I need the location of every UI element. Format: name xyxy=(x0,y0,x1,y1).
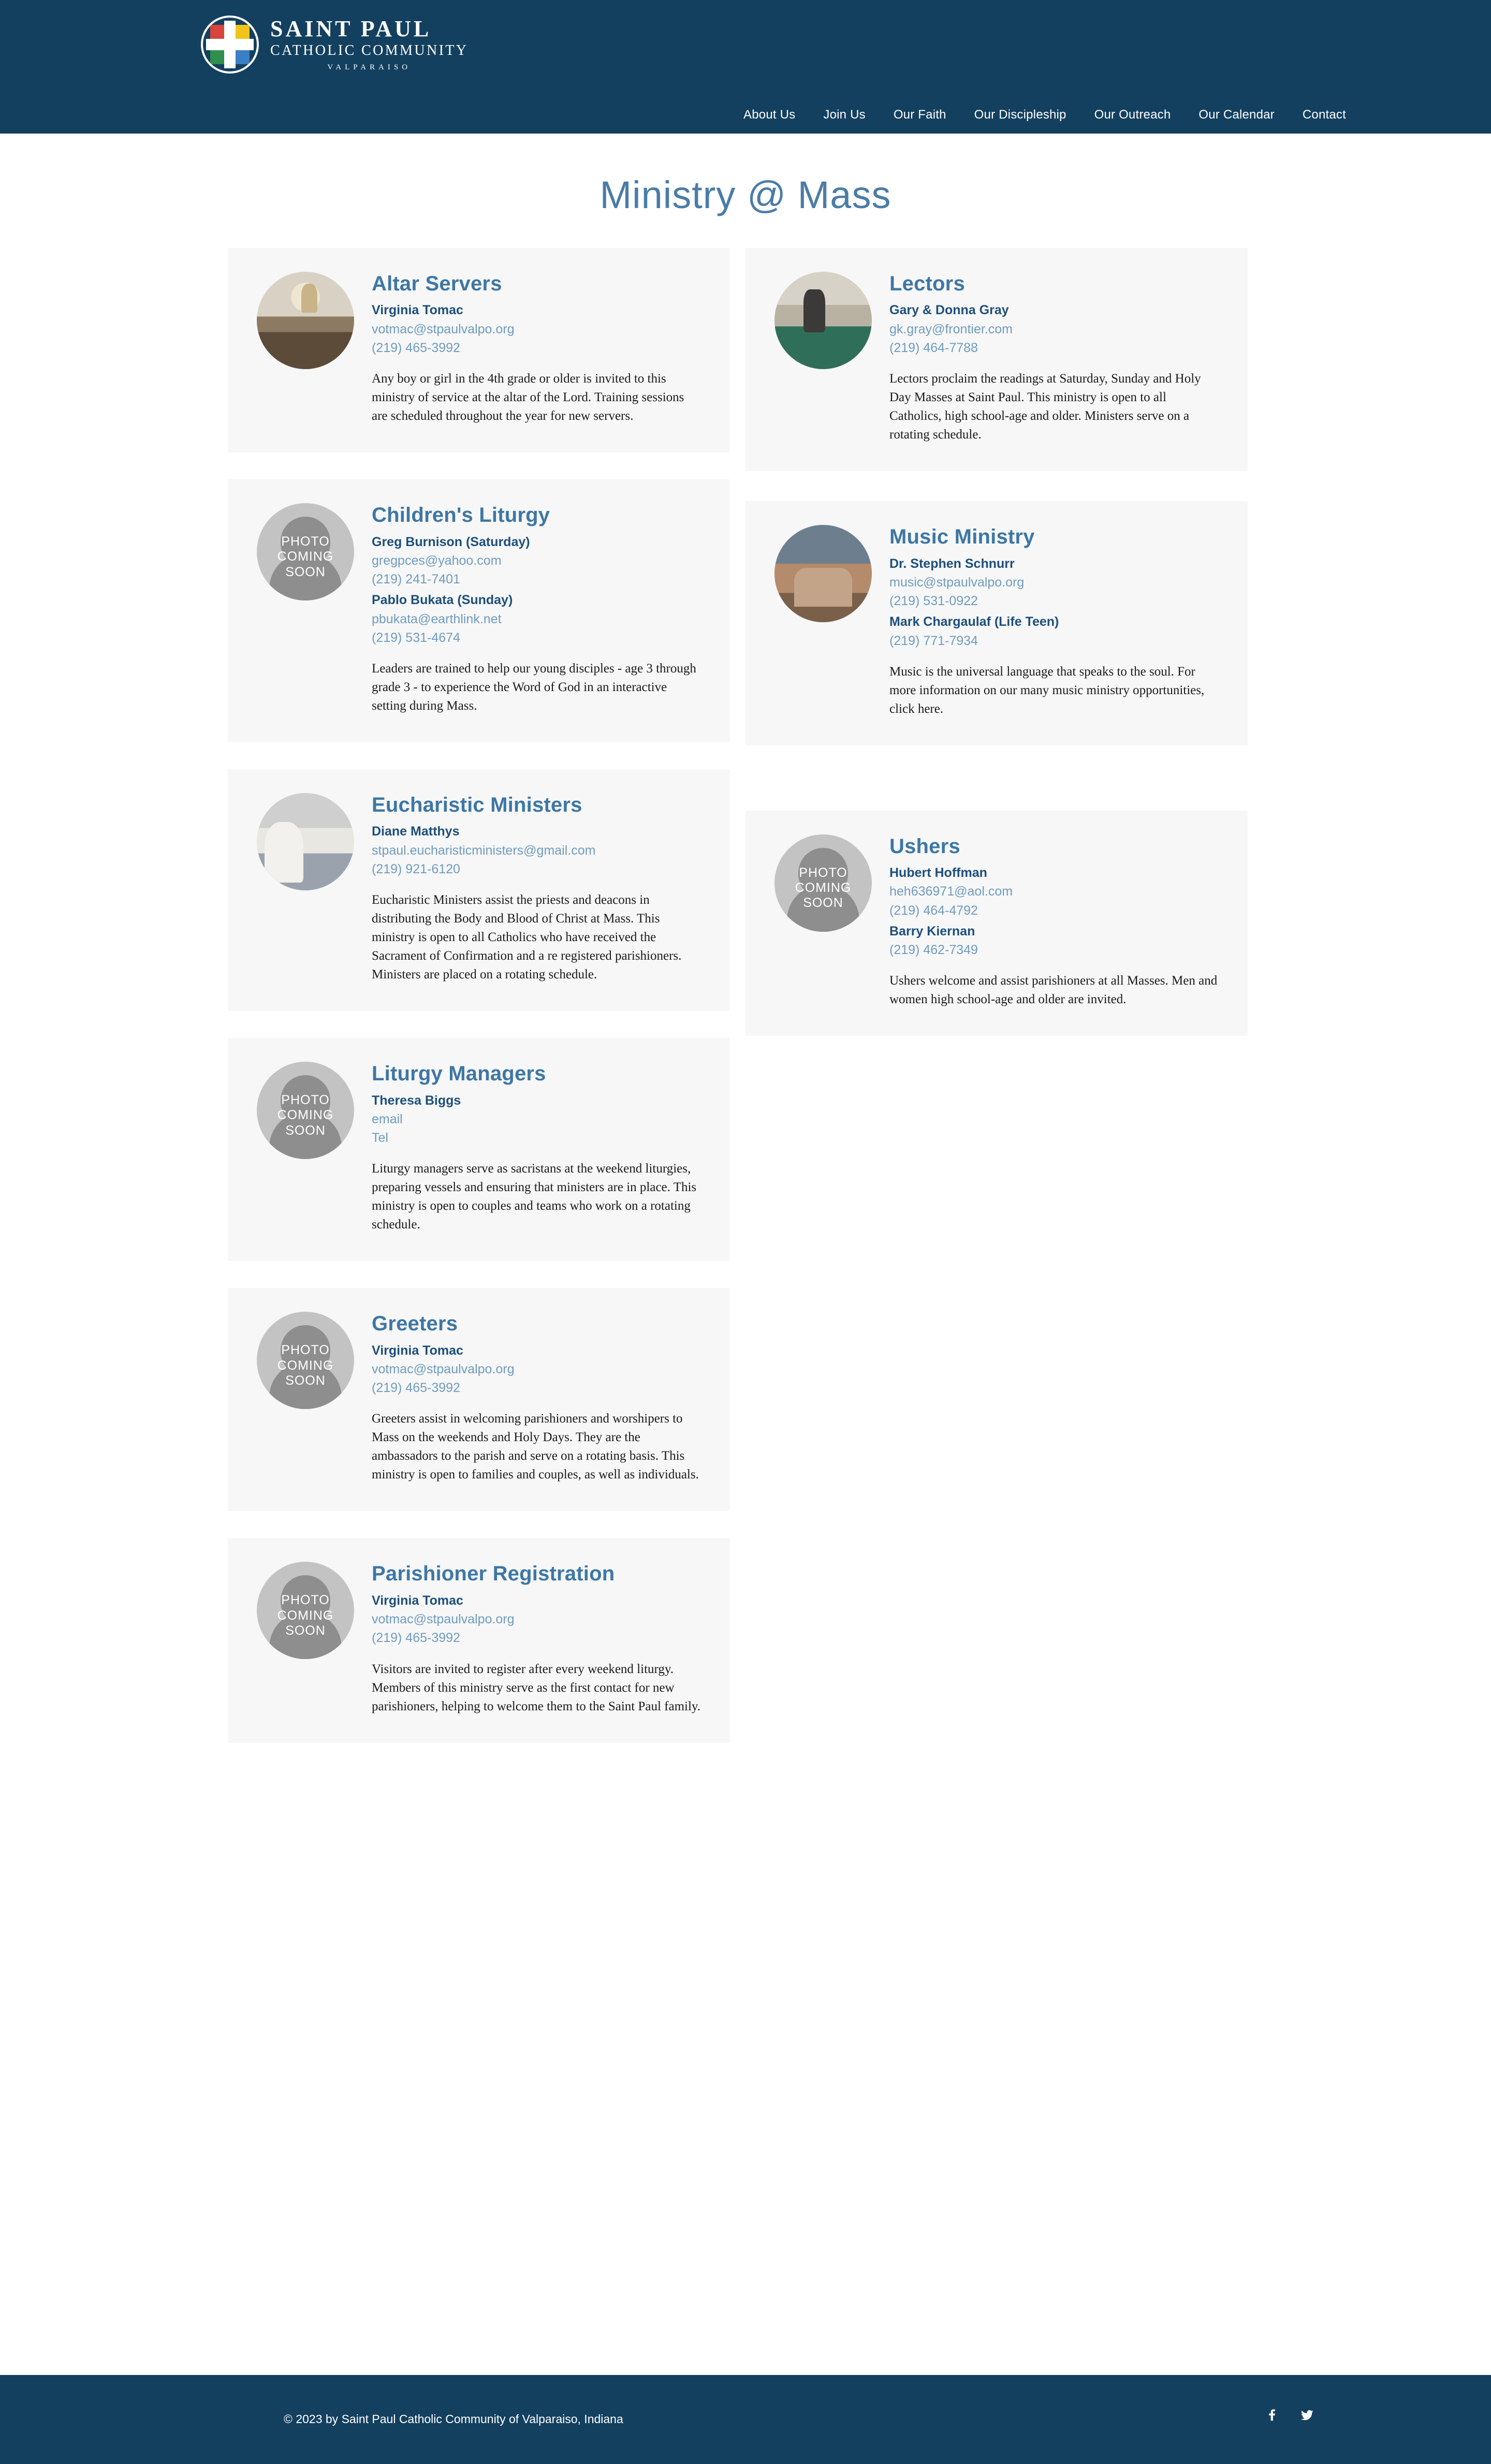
contact-name: Greg Burnison (Saturday) xyxy=(372,534,530,549)
card-description: Liturgy managers serve as sacristans at the weekend liturgies, preparing vessels and ensuring that ministers are in place. This ministry is open to couples and teams who work on a rotating schedule. xyxy=(372,1162,697,1232)
photo-coming-soon-label: PHOTO COMING SOON xyxy=(277,1343,334,1388)
ministry-column-left xyxy=(228,248,730,1770)
contact-email-link[interactable]: stpaul.eucharisticministers@gmail.com xyxy=(372,843,596,858)
contact-email-link[interactable]: pbukata@earthlink.net xyxy=(372,611,502,626)
logo-city: VALPARAISO xyxy=(327,63,412,72)
nav-item-our-faith[interactable]: Our Faith xyxy=(893,108,946,122)
cross-logo-icon xyxy=(201,16,259,74)
photo-coming-soon-label: PHOTO COMING SOON xyxy=(277,1593,334,1638)
contact-name: Mark Chargaulaf (Life Teen) xyxy=(889,614,1059,629)
card-title: Ushers xyxy=(889,834,960,858)
ministry-card-eucharistic-ministers xyxy=(228,769,730,1011)
card-title: Liturgy Managers xyxy=(372,1062,546,1086)
card-title: Greeters xyxy=(372,1312,458,1336)
ministry-card-altar-servers xyxy=(228,248,730,452)
photo-coming-soon-label: PHOTO COMING SOON xyxy=(277,1093,334,1138)
nav-item-our-outreach[interactable]: Our Outreach xyxy=(1094,108,1171,122)
contact-email-link[interactable]: heh636971@aol.com xyxy=(889,884,1013,899)
nav-item-about-us[interactable]: About Us xyxy=(743,108,796,122)
facebook-icon[interactable] xyxy=(1264,2407,1280,2423)
contact-name: Virginia Tomac xyxy=(372,303,463,318)
nav-item-our-calendar[interactable]: Our Calendar xyxy=(1198,108,1275,122)
childrens-liturgy-photo-placeholder xyxy=(257,503,354,600)
contact-phone-link[interactable]: (219) 464-4792 xyxy=(889,903,978,918)
contact-phone-link[interactable]: (219) 531-0922 xyxy=(889,594,978,609)
ministry-card-ushers xyxy=(746,811,1248,1036)
ministry-card-greeters xyxy=(228,1288,730,1511)
card-description: Eucharistic Ministers assist the priests and deacons in distributing the Body and Blood of Christ at Mass. This ministry is open to all Catholics who have received the Sacrament of Confirmation and a re registered parishioners. Ministers are placed on a rotating schedule. xyxy=(372,893,682,982)
logo-subtitle: CATHOLIC COMMUNITY xyxy=(270,42,469,58)
card-title: Lectors xyxy=(889,272,965,295)
nav-item-contact[interactable]: Contact xyxy=(1302,108,1346,122)
contact-email-link[interactable]: votmac@stpaulvalpo.org xyxy=(372,1361,515,1376)
altar-servers-photo xyxy=(257,272,354,369)
contact-email-link[interactable]: music@stpaulvalpo.org xyxy=(889,575,1025,590)
contact-email-link[interactable]: gk.gray@frontier.com xyxy=(889,321,1013,336)
contact-name: Diane Matthys xyxy=(372,824,460,839)
contact-name: Hubert Hoffman xyxy=(889,866,987,881)
contact-email-link[interactable]: votmac@stpaulvalpo.org xyxy=(372,1612,515,1627)
ushers-photo-placeholder xyxy=(774,834,872,932)
liturgy-managers-photo-placeholder xyxy=(257,1062,354,1159)
social-links xyxy=(1264,2407,1315,2423)
contact-phone-link[interactable]: (219) 465-3992 xyxy=(372,1631,460,1646)
twitter-icon[interactable] xyxy=(1299,2407,1315,2423)
contact-email-link[interactable]: email xyxy=(372,1111,403,1126)
card-description: Any boy or girl in the 4th grade or older is invited to this ministry of service at the altar of the Lord. Training sessions are scheduled throughout the year for new servers. xyxy=(372,372,684,423)
contact-phone-link[interactable]: (219) 531-4674 xyxy=(372,630,460,645)
contact-email-link[interactable]: votmac@stpaulvalpo.org xyxy=(372,321,515,336)
contact-phone-link[interactable]: (219) 465-3992 xyxy=(372,1381,460,1396)
card-description: Greeters assist in welcoming parishioners and worshipers to Mass on the weekends and Holy Days. They are the ambassadors to the parish and serve on a rotating basis. This ministry is open to families and couples, as well as individuals. xyxy=(372,1412,699,1482)
ministry-card-childrens-liturgy xyxy=(228,479,730,742)
logo-title: SAINT PAUL xyxy=(270,16,432,41)
contact-name: Theresa Biggs xyxy=(372,1093,461,1108)
contact-phone-link[interactable]: (219) 921-6120 xyxy=(372,861,460,876)
card-description: Music is the universal language that speaks to the soul. For more information on our many music ministry opportunities, click here. xyxy=(889,664,1205,716)
card-description: Ushers welcome and assist parishioners at all Masses. Men and women high school-age and older are invited. xyxy=(889,974,1218,1007)
ministry-card-lectors xyxy=(746,248,1248,471)
main-navigation xyxy=(743,108,1346,122)
footer-copyright: © 2023 by Saint Paul Catholic Community of Valparaiso, Indiana xyxy=(284,2412,623,2426)
parishioner-registration-photo-placeholder xyxy=(257,1562,354,1659)
contact-name: Virginia Tomac xyxy=(372,1593,463,1608)
music-ministry-photo xyxy=(774,525,872,622)
contact-name: Pablo Bukata (Sunday) xyxy=(372,593,513,608)
site-header xyxy=(0,0,1491,134)
contact-name: Barry Kiernan xyxy=(889,923,975,938)
ministry-card-music-ministry xyxy=(746,501,1248,745)
card-title: Eucharistic Ministers xyxy=(372,794,582,817)
nav-item-our-discipleship[interactable]: Our Discipleship xyxy=(974,108,1066,122)
contact-phone-link[interactable]: (219) 241-7401 xyxy=(372,572,460,587)
site-logo[interactable] xyxy=(201,16,468,74)
contact-phone-link[interactable]: Tel xyxy=(372,1131,388,1146)
contact-name: Gary & Donna Gray xyxy=(889,303,1009,318)
contact-phone-link[interactable]: (219) 771-7934 xyxy=(889,633,978,648)
logo-text xyxy=(270,17,468,72)
card-title: Children's Liturgy xyxy=(372,504,550,527)
contact-phone-link[interactable]: (219) 464-7788 xyxy=(889,340,978,355)
eucharistic-ministers-photo xyxy=(257,793,354,890)
ministry-card-parishioner-registration xyxy=(228,1538,730,1742)
contact-phone-link[interactable]: (219) 465-3992 xyxy=(372,340,460,355)
card-description: Lectors proclaim the readings at Saturday, Sunday and Holy Day Masses at Saint Paul. This ministry is open to all Catholics, high school-age and older. Ministers serve on a rotating schedule. xyxy=(889,372,1201,442)
nav-item-join-us[interactable]: Join Us xyxy=(823,108,866,122)
lectors-photo xyxy=(774,272,872,369)
ministry-column-right xyxy=(746,248,1248,1063)
contact-name: Virginia Tomac xyxy=(372,1343,463,1358)
card-title: Music Ministry xyxy=(889,525,1035,549)
card-title: Altar Servers xyxy=(372,272,502,295)
page-title: Ministry @ Mass xyxy=(600,173,891,216)
site-footer xyxy=(0,2375,1491,2464)
greeters-photo-placeholder xyxy=(257,1312,354,1409)
photo-coming-soon-label: PHOTO COMING SOON xyxy=(795,865,852,911)
card-title: Parishioner Registration xyxy=(372,1562,615,1586)
contact-email-link[interactable]: gregpces@yahoo.com xyxy=(372,553,502,568)
card-description: Visitors are invited to register after every weekend liturgy. Members of this ministry serve as the first contact for new parishioners, helping to welcome them to the Saint Paul family. xyxy=(372,1662,701,1713)
card-description: Leaders are trained to help our young disciples - age 3 through grade 3 - to experience the Word of God in an interactive setting during Mass. xyxy=(372,662,696,713)
photo-coming-soon-label: PHOTO COMING SOON xyxy=(277,534,334,579)
contact-phone-link[interactable]: (219) 462-7349 xyxy=(889,943,978,958)
ministry-card-liturgy-managers xyxy=(228,1038,730,1261)
contact-name: Dr. Stephen Schnurr xyxy=(889,556,1015,571)
